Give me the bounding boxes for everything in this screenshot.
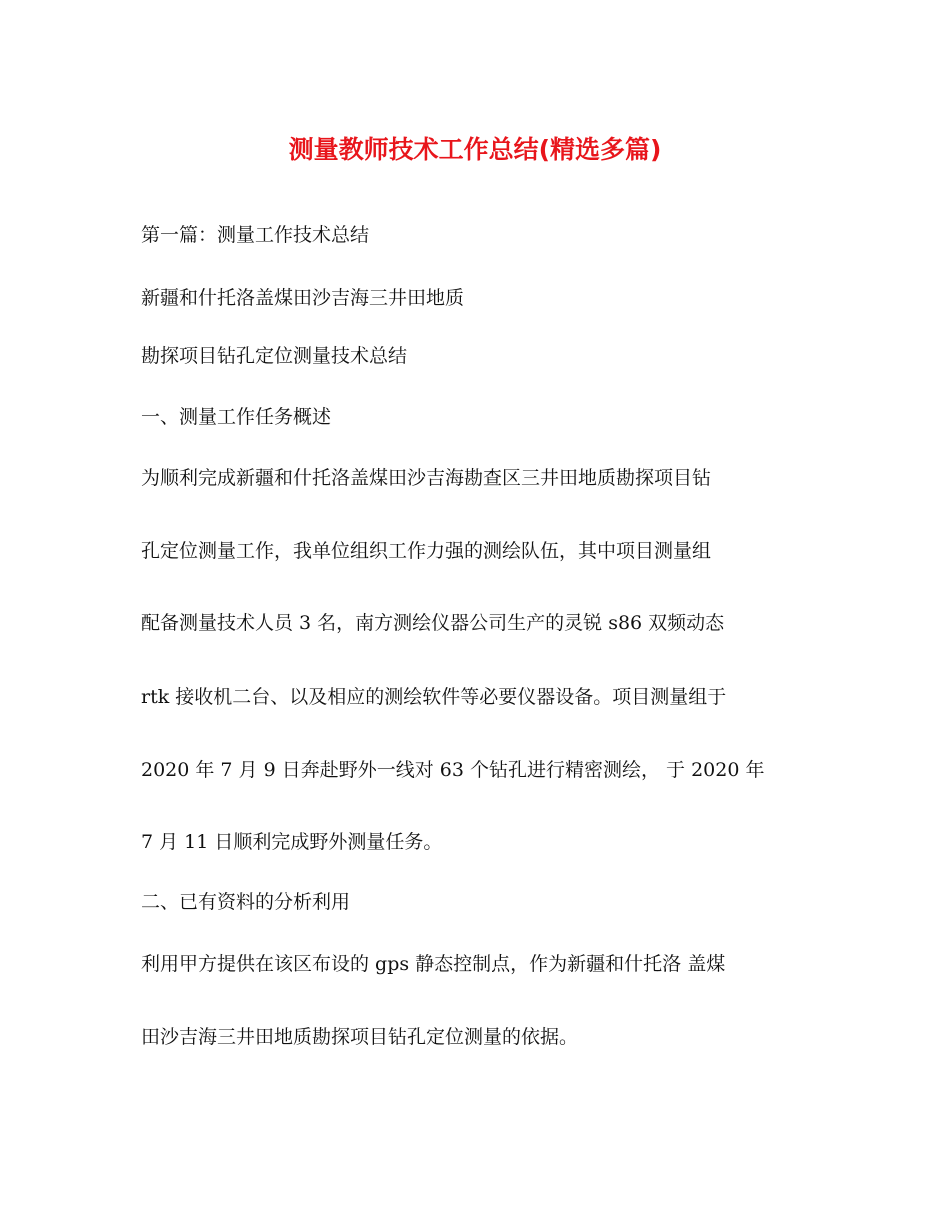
subtitle-line-2: 勘探项目钻孔定位测量技术总结 [141, 345, 408, 367]
paragraph-line: rtk 接收机二台、以及相应的测绘软件等必要仪器设备。项目测量组于 [141, 686, 727, 708]
document-title: 测量教师技术工作总结(精选多篇) [288, 135, 662, 164]
paragraph-line: 田沙吉海三井田地质勘探项目钻孔定位测量的依据。 [141, 1026, 579, 1048]
section-heading-2: 二、已有资料的分析利用 [141, 891, 351, 913]
section-heading-1: 一、测量工作任务概述 [141, 406, 332, 428]
subtitle-line-1: 新疆和什托洛盖煤田沙吉海三井田地质 [141, 287, 465, 309]
paragraph-line: 利用甲方提供在该区布设的 gps 静态控制点，作为新疆和什托洛 盖煤 [141, 953, 726, 975]
paragraph-line: 为顺利完成新疆和什托洛盖煤田沙吉海勘查区三井田地质勘探项目钻 [141, 467, 712, 489]
paragraph-line: 孔定位测量工作，我单位组织工作力强的测绘队伍，其中项目测量组 [141, 540, 712, 562]
paragraph-line: 7 月 11 日顺利完成野外测量任务。 [141, 831, 443, 853]
paragraph-line: 2020 年 7 月 9 日奔赴野外一线对 63 个钻孔进行精密测绘， 于 2020 年 [141, 759, 765, 781]
section-heading-part-one: 第一篇：测量工作技术总结 [141, 224, 370, 246]
paragraph-line: 配备测量技术人员 3 名，南方测绘仪器公司生产的灵锐 s86 双频动态 [141, 612, 725, 634]
